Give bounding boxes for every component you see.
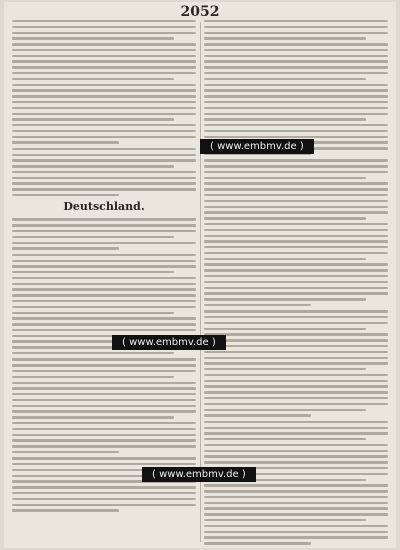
- text-line-placeholder: [12, 283, 196, 285]
- text-line-placeholder: [12, 317, 196, 319]
- text-line-placeholder: [12, 364, 196, 366]
- text-line-placeholder: [204, 200, 388, 202]
- text-line-placeholder: [204, 455, 388, 457]
- section-heading: Deutschland.: [63, 200, 145, 214]
- text-line-placeholder: [204, 519, 366, 521]
- text-line-placeholder: [12, 43, 196, 45]
- text-line-placeholder: [12, 124, 196, 126]
- text-line-placeholder: [12, 376, 174, 378]
- text-line-placeholder: [12, 188, 196, 190]
- text-line-placeholder: [12, 428, 196, 430]
- text-line-placeholder: [204, 322, 388, 324]
- text-line-placeholder: [12, 224, 196, 226]
- text-line-placeholder: [204, 113, 388, 115]
- text-line-placeholder: [12, 95, 196, 97]
- text-line-placeholder: [12, 247, 119, 249]
- text-line-placeholder: [12, 72, 196, 74]
- text-line-placeholder: [12, 37, 174, 39]
- text-line-placeholder: [12, 260, 196, 262]
- text-line-placeholder: [12, 329, 196, 331]
- illegible-paragraph: [12, 20, 196, 144]
- text-line-placeholder: [12, 89, 196, 91]
- text-line-placeholder: [12, 370, 196, 372]
- text-line-placeholder: [204, 49, 388, 51]
- text-line-placeholder: [12, 84, 196, 86]
- text-line-placeholder: [204, 536, 388, 538]
- text-line-placeholder: [204, 89, 388, 91]
- text-line-placeholder: [204, 211, 388, 213]
- text-line-placeholder: [12, 416, 174, 418]
- illegible-paragraph: [12, 358, 196, 453]
- text-line-placeholder: [204, 414, 311, 416]
- watermark: ( www.embmv.de ): [112, 335, 226, 350]
- text-line-placeholder: [204, 496, 388, 498]
- illegible-paragraph: [204, 421, 388, 545]
- text-line-placeholder: [204, 292, 388, 294]
- text-line-placeholder: [12, 399, 196, 401]
- text-line-placeholder: [12, 182, 196, 184]
- left-column: [12, 20, 196, 544]
- text-line-placeholder: [12, 463, 196, 465]
- text-line-placeholder: [12, 358, 196, 360]
- illegible-paragraph: [204, 159, 388, 306]
- text-line-placeholder: [204, 333, 388, 335]
- page-number: 2052: [180, 4, 220, 20]
- text-line-placeholder: [204, 345, 388, 347]
- text-line-placeholder: [204, 20, 388, 22]
- text-line-placeholder: [12, 405, 196, 407]
- text-line-placeholder: [204, 438, 366, 440]
- text-line-placeholder: [204, 78, 366, 80]
- text-line-placeholder: [12, 434, 196, 436]
- text-line-placeholder: [12, 254, 196, 256]
- text-line-placeholder: [204, 287, 388, 289]
- text-line-placeholder: [12, 288, 196, 290]
- text-line-placeholder: [204, 32, 388, 34]
- text-line-placeholder: [12, 451, 119, 453]
- text-line-placeholder: [204, 188, 388, 190]
- text-line-placeholder: [204, 107, 388, 109]
- text-line-placeholder: [204, 165, 388, 167]
- text-line-placeholder: [204, 316, 388, 318]
- text-line-placeholder: [12, 504, 196, 506]
- illegible-paragraph: [12, 148, 196, 197]
- illegible-paragraph: [204, 310, 388, 416]
- text-line-placeholder: [12, 486, 196, 488]
- text-line-placeholder: [204, 246, 388, 248]
- text-line-placeholder: [204, 159, 388, 161]
- text-line-placeholder: [12, 136, 196, 138]
- text-line-placeholder: [204, 130, 388, 132]
- text-line-placeholder: [204, 217, 366, 219]
- text-line-placeholder: [204, 269, 388, 271]
- text-line-placeholder: [204, 427, 388, 429]
- text-line-placeholder: [204, 304, 311, 306]
- column-divider: [200, 22, 201, 542]
- text-line-placeholder: [12, 410, 196, 412]
- text-line-placeholder: [204, 502, 388, 504]
- text-line-placeholder: [12, 352, 174, 354]
- text-line-placeholder: [12, 78, 174, 80]
- text-line-placeholder: [204, 310, 388, 312]
- text-line-placeholder: [204, 240, 388, 242]
- text-line-placeholder: [12, 445, 196, 447]
- text-line-placeholder: [204, 542, 311, 544]
- text-line-placeholder: [204, 72, 388, 74]
- text-line-placeholder: [12, 101, 196, 103]
- text-line-placeholder: [204, 397, 388, 399]
- text-line-placeholder: [12, 323, 196, 325]
- text-line-placeholder: [204, 328, 366, 330]
- text-line-placeholder: [12, 159, 196, 161]
- text-line-placeholder: [12, 107, 196, 109]
- text-line-placeholder: [204, 206, 388, 208]
- text-line-placeholder: [12, 312, 174, 314]
- text-line-placeholder: [204, 531, 388, 533]
- newspaper-page: [4, 2, 396, 548]
- text-line-placeholder: [12, 439, 196, 441]
- text-line-placeholder: [204, 258, 366, 260]
- text-line-placeholder: [12, 55, 196, 57]
- text-line-placeholder: [12, 49, 196, 51]
- text-line-placeholder: [204, 362, 388, 364]
- text-line-placeholder: [204, 409, 366, 411]
- text-line-placeholder: [204, 194, 388, 196]
- text-line-placeholder: [204, 275, 388, 277]
- text-line-placeholder: [204, 223, 388, 225]
- text-line-placeholder: [204, 101, 388, 103]
- text-line-placeholder: [204, 461, 388, 463]
- text-line-placeholder: [12, 271, 174, 273]
- text-line-placeholder: [204, 421, 388, 423]
- text-line-placeholder: [204, 507, 388, 509]
- text-line-placeholder: [12, 177, 196, 179]
- text-line-placeholder: [204, 182, 388, 184]
- illegible-paragraph: [204, 20, 388, 155]
- text-line-placeholder: [204, 252, 388, 254]
- text-line-placeholder: [204, 55, 388, 57]
- text-line-placeholder: [204, 229, 388, 231]
- illegible-paragraph: [12, 457, 196, 511]
- text-line-placeholder: [204, 339, 388, 341]
- watermark: ( www.embmv.de ): [142, 467, 256, 482]
- text-line-placeholder: [12, 509, 119, 511]
- text-line-placeholder: [204, 380, 388, 382]
- text-line-placeholder: [12, 118, 174, 120]
- text-line-placeholder: [12, 492, 196, 494]
- text-line-placeholder: [204, 43, 388, 45]
- text-line-placeholder: [204, 118, 366, 120]
- text-line-placeholder: [204, 368, 366, 370]
- text-line-placeholder: [12, 306, 196, 308]
- text-line-placeholder: [204, 60, 388, 62]
- text-line-placeholder: [204, 391, 388, 393]
- text-line-placeholder: [204, 432, 388, 434]
- text-line-placeholder: [12, 113, 196, 115]
- watermark: ( www.embmv.de ): [200, 139, 314, 154]
- text-line-placeholder: [12, 457, 196, 459]
- text-line-placeholder: [204, 95, 388, 97]
- text-line-placeholder: [204, 403, 388, 405]
- text-line-placeholder: [12, 236, 174, 238]
- text-line-placeholder: [12, 230, 196, 232]
- text-line-placeholder: [204, 525, 388, 527]
- text-line-placeholder: [204, 177, 366, 179]
- text-line-placeholder: [12, 32, 196, 34]
- text-line-placeholder: [12, 300, 196, 302]
- text-line-placeholder: [12, 66, 196, 68]
- text-line-placeholder: [12, 165, 174, 167]
- text-line-placeholder: [204, 235, 388, 237]
- text-line-placeholder: [204, 357, 388, 359]
- text-line-placeholder: [12, 154, 196, 156]
- text-line-placeholder: [204, 84, 388, 86]
- text-line-placeholder: [204, 263, 388, 265]
- text-line-placeholder: [12, 387, 196, 389]
- text-line-placeholder: [12, 498, 196, 500]
- text-line-placeholder: [12, 141, 119, 143]
- text-line-placeholder: [204, 513, 388, 515]
- text-line-placeholder: [12, 265, 196, 267]
- text-line-placeholder: [12, 26, 196, 28]
- text-line-placeholder: [204, 37, 366, 39]
- text-line-placeholder: [204, 298, 366, 300]
- text-line-placeholder: [12, 130, 196, 132]
- text-line-placeholder: [204, 450, 388, 452]
- text-line-placeholder: [12, 382, 196, 384]
- text-line-placeholder: [204, 490, 388, 492]
- text-line-placeholder: [204, 351, 388, 353]
- text-line-placeholder: [204, 484, 388, 486]
- text-line-placeholder: [204, 136, 388, 138]
- text-line-placeholder: [12, 171, 196, 173]
- text-line-placeholder: [204, 281, 388, 283]
- text-line-placeholder: [204, 444, 388, 446]
- right-column: [204, 20, 388, 544]
- text-line-placeholder: [12, 294, 196, 296]
- text-line-placeholder: [204, 26, 388, 28]
- text-line-placeholder: [12, 218, 196, 220]
- text-line-placeholder: [12, 60, 196, 62]
- text-line-placeholder: [12, 194, 119, 196]
- text-line-placeholder: [204, 171, 388, 173]
- text-line-placeholder: [12, 422, 196, 424]
- text-line-placeholder: [12, 20, 196, 22]
- text-line-placeholder: [204, 66, 388, 68]
- illegible-paragraph: [12, 218, 196, 249]
- text-line-placeholder: [12, 277, 196, 279]
- text-line-placeholder: [12, 242, 196, 244]
- text-line-placeholder: [12, 393, 196, 395]
- text-line-placeholder: [204, 124, 388, 126]
- text-line-placeholder: [204, 374, 388, 376]
- text-line-placeholder: [204, 385, 388, 387]
- text-line-placeholder: [12, 148, 196, 150]
